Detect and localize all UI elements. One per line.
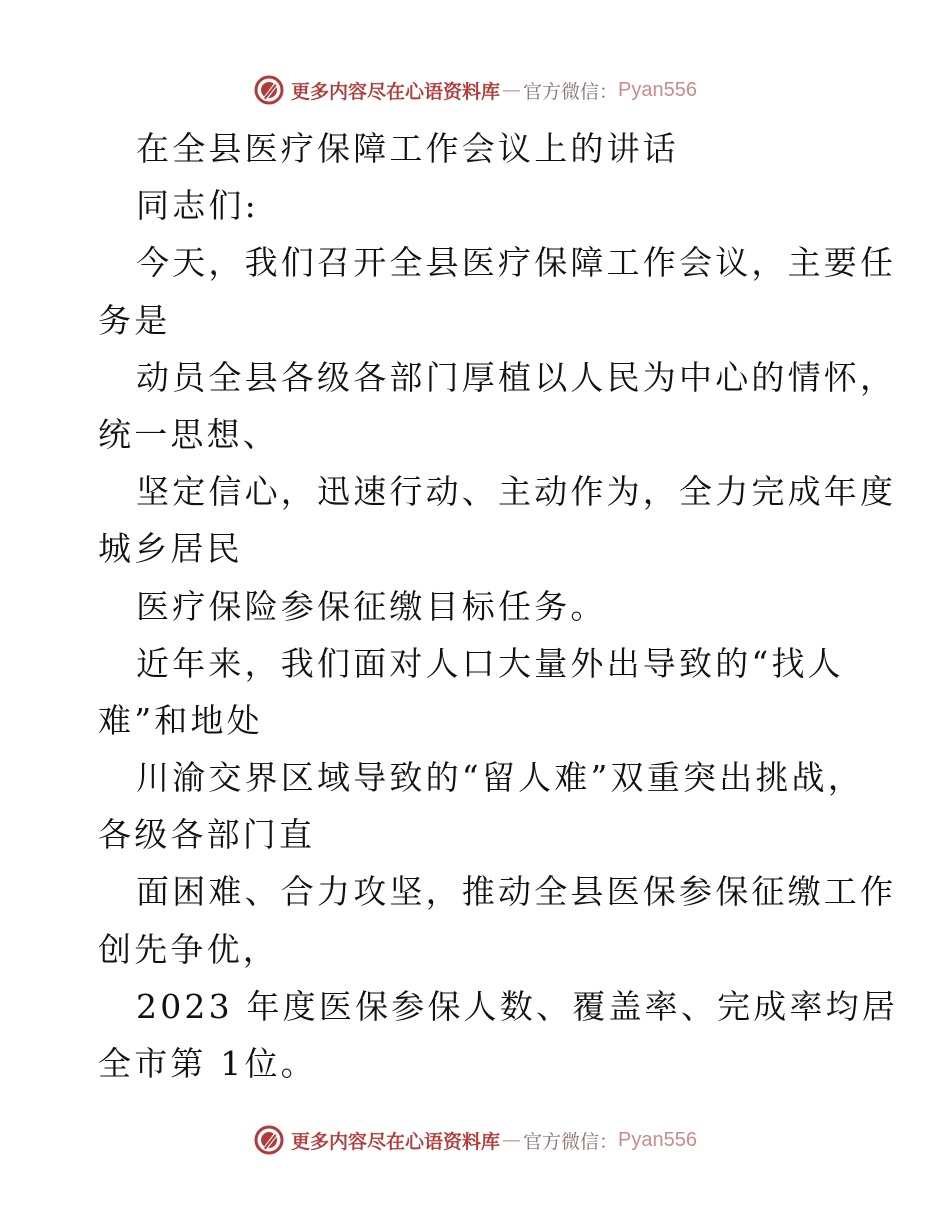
text-line: 医疗保险参保征缴目标任务。 <box>136 586 607 626</box>
pen-nib-logo-icon <box>253 74 285 106</box>
watermark-wechat-label: 官方微信： <box>523 1130 619 1153</box>
text-line: 各级各部门直 <box>98 815 316 855</box>
text-line: 同志们: <box>136 186 259 226</box>
text-line: 全市第 1位。 <box>98 1044 317 1083</box>
text-line: 动员全县各级各部门厚植以人民为中心的情怀， <box>136 357 897 397</box>
watermark-wechat-id: Pyan556 <box>618 78 697 101</box>
footer-watermark <box>0 1120 950 1160</box>
text-line: 今天，我们召开全县医疗保障工作会议，主要任 <box>136 243 897 283</box>
watermark-dash: — <box>502 79 522 101</box>
pen-nib-logo-icon <box>253 1124 285 1156</box>
text-line: 务是 <box>98 300 171 340</box>
text-line: 统一思想、 <box>98 414 279 454</box>
document-body <box>98 120 899 1092</box>
watermark-wechat-label: 官方微信： <box>523 80 619 103</box>
watermark-wechat-id: Pyan556 <box>618 1128 697 1151</box>
text-line: 城乡居民 <box>98 529 243 569</box>
watermark-brand-text: 更多内容尽在心语资料库 <box>291 80 501 103</box>
text-line: 2023 年度医保参保人数、覆盖率、完成率均居 <box>136 986 899 1026</box>
text-line: 面困难、合力攻坚，推动全县医保参保征缴工作 <box>136 872 897 912</box>
watermark-dash: — <box>502 1129 522 1151</box>
text-line: 坚定信心，迅速行动、主动作为，全力完成年度 <box>136 472 897 512</box>
document-title: 在全县医疗保障工作会议上的讲话 <box>136 129 679 168</box>
text-line: 川渝交界区域导致的“留人难”双重突出挑战， <box>136 758 864 798</box>
header-watermark <box>0 70 950 110</box>
watermark-brand-text: 更多内容尽在心语资料库 <box>291 1130 501 1153</box>
text-line: 近年来，我们面对人口大量外出导致的“找人 <box>136 643 844 683</box>
text-line: 创先争优， <box>98 929 279 969</box>
text-line: 难”和地处 <box>98 700 263 740</box>
